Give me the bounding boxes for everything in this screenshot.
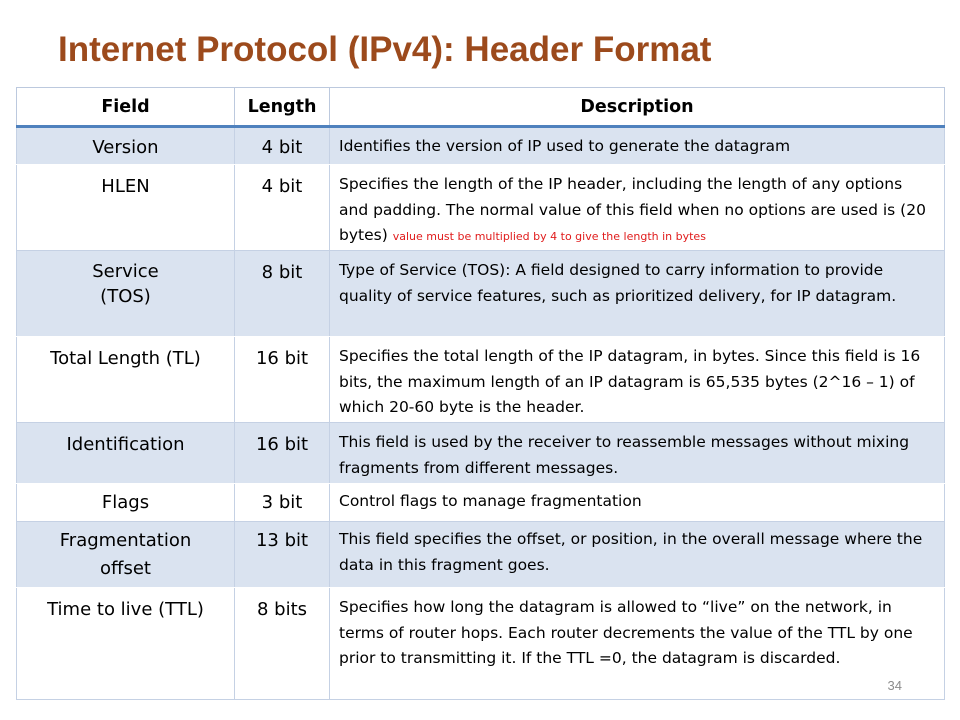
table-row-total-length — [17, 337, 945, 423]
red-note: value must be multiplied by 4 to give the length in bytes — [392, 230, 706, 243]
page-number: 34 — [887, 678, 902, 693]
column-header-field: Field — [17, 88, 235, 127]
table-header-row — [17, 88, 945, 127]
field-cell — [17, 588, 235, 700]
description-cell — [330, 251, 945, 337]
field-name-line-1: Fragmentation — [59, 530, 192, 551]
table-row-flags — [17, 484, 945, 522]
length-cell: 8 bits — [235, 588, 330, 700]
field-cell — [17, 165, 235, 251]
length-cell: 16 bit — [235, 337, 330, 423]
table-row-ttl — [17, 588, 945, 700]
field-name: HLEN — [101, 176, 150, 197]
table-row-version — [17, 127, 945, 165]
field-name: Version — [92, 137, 159, 158]
table-row-identification — [17, 423, 945, 484]
field-cell — [17, 484, 235, 522]
length-cell: 3 bit — [235, 484, 330, 522]
description-text: Specifies the length of the IP header, including the length of any options and padding. The normal value of this field when no options are used is (20 bytes) — [339, 175, 926, 244]
description-text: This field specifies the offset, or position, in the overall message where the data in this fragment goes. — [339, 530, 923, 574]
column-header-length: Length — [235, 88, 330, 127]
field-cell — [17, 337, 235, 423]
table-row-service — [17, 251, 945, 337]
description-text: This field is used by the receiver to reassemble messages without mixing fragments from different messages. — [339, 433, 910, 477]
description-text: Specifies the total length of the IP datagram, in bytes. Since this field is 16 bits, the maximum length of an IP datagram is 65,535 bytes (2^16 – 1) of which 20-60 byte is the header. — [339, 347, 921, 416]
table-row-hlen — [17, 165, 945, 251]
length-cell: 4 bit — [235, 165, 330, 251]
field-name: Identification — [66, 434, 185, 455]
length-cell: 4 bit — [235, 127, 330, 165]
ipv4-header-table — [16, 87, 944, 700]
description-cell — [330, 337, 945, 423]
column-header-description: Description — [330, 88, 945, 127]
description-text: Identifies the version of IP used to generate the datagram — [339, 137, 791, 155]
table-row-fragmentation-offset — [17, 522, 945, 588]
description-cell — [330, 588, 945, 700]
field-name: Flags — [101, 492, 150, 513]
length-cell: 16 bit — [235, 423, 330, 484]
field-name: Total Length (TL) — [50, 348, 201, 369]
description-text: Type of Service (TOS): A field designed to carry information to provide quality of service features, such as prioritized delivery, for IP datagram. — [339, 261, 897, 305]
description-text: Control flags to manage fragmentation — [339, 492, 642, 510]
description-cell — [330, 165, 945, 251]
field-cell — [17, 522, 235, 588]
description-cell — [330, 484, 945, 522]
slide-title: Internet Protocol (IPv4): Header Format — [58, 30, 712, 69]
description-text: Specifies how long the datagram is allowed to “live” on the network, in terms of router hops. Each router decrements the value of the TTL by one prior to transmitting it. If the TTL =0, the datagram is discarded. — [339, 598, 913, 667]
description-cell — [330, 522, 945, 588]
field-cell — [17, 251, 235, 337]
field-cell — [17, 423, 235, 484]
description-cell — [330, 423, 945, 484]
description-cell — [330, 127, 945, 165]
field-name-line-2: offset — [100, 558, 151, 579]
field-name-line-1: Service — [92, 261, 159, 282]
length-cell: 8 bit — [235, 251, 330, 337]
length-cell: 13 bit — [235, 522, 330, 588]
field-name-line-2: (TOS) — [100, 286, 151, 307]
field-cell — [17, 127, 235, 165]
field-name: Time to live (TTL) — [47, 599, 204, 620]
